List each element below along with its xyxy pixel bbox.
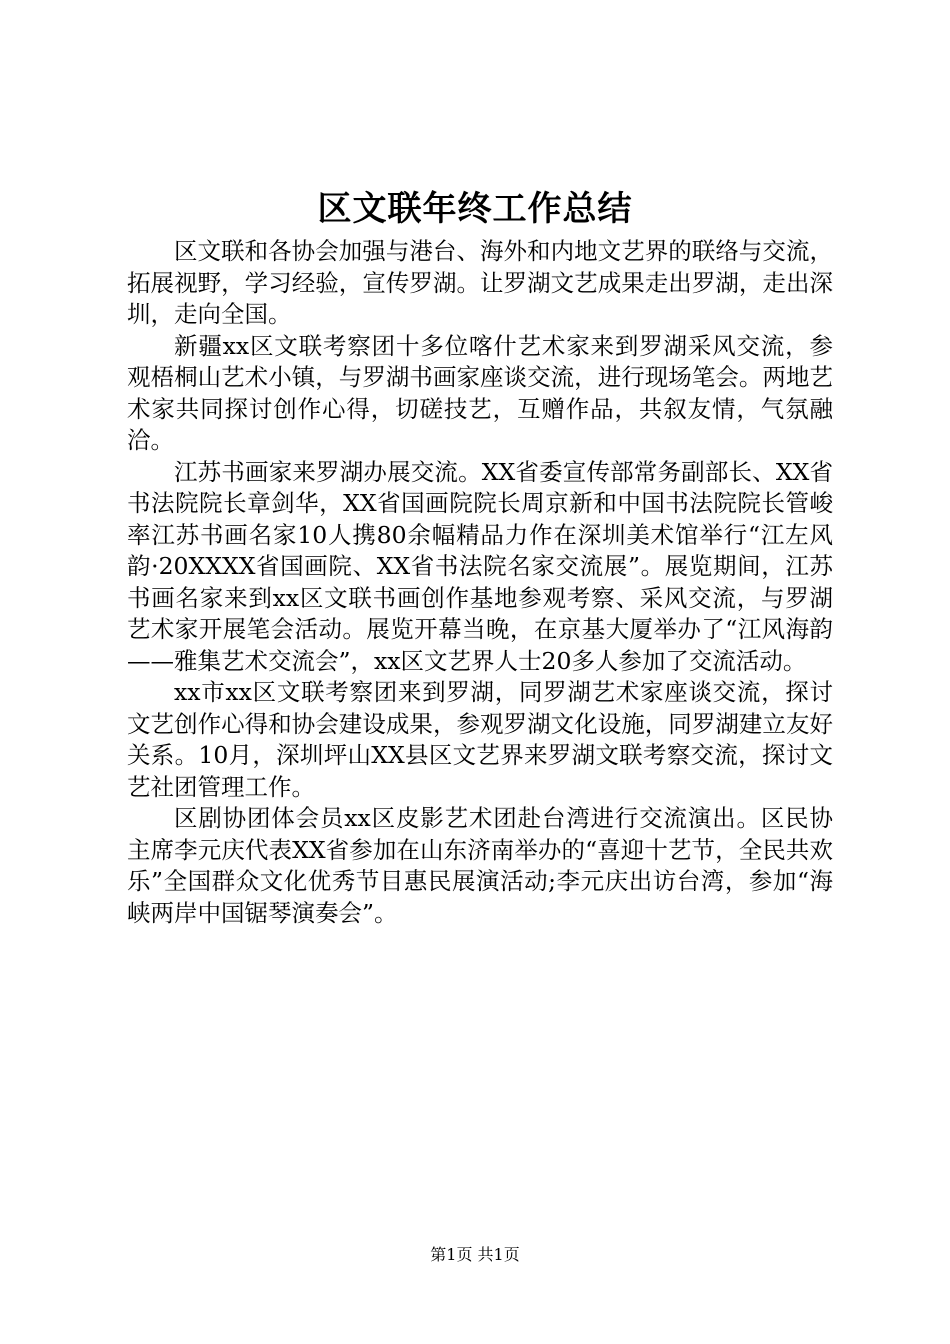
paragraph-4: xx市xx区文联考察团来到罗湖，同罗湖艺术家座谈交流，探讨文艺创作心得和协会建设成果，参观罗湖文化设施，同罗湖建立友好关系。10月，深圳坪山XX县区文艺界来罗湖文联考察交流，探讨文艺社团管理工作。 [127, 678, 833, 801]
document-title: 区文联年终工作总结 [317, 189, 633, 229]
paragraph-2: 新疆xx区文联考察团十多位喀什艺术家来到罗湖采风交流，参观梧桐山艺术小镇，与罗湖书画家座谈交流，进行现场笔会。两地艺术家共同探讨创作心得，切磋技艺，互赠作品，共叙友情，气氛融洽。 [127, 331, 833, 454]
paragraph-3: 江苏书画家来罗湖办展交流。XX省委宣传部常务副部长、XX省书法院院长章剑华，XX省国画院院长周京新和中国书法院院长管峻率江苏书画名家10人携80余幅精品力作在深圳美术馆举行“江左风韵·20XXXX省国画院、XX省书法院名家交流展”。展览期间，江苏书画名家来到xx区文联书画创作基地参观考察、采风交流，与罗湖艺术家开展笔会活动。展览开幕当晚，在京基大厦举办了“江风海韵——雅集艺术交流会”，xx区文艺界人士20多人参加了交流活动。 [127, 457, 833, 675]
document-body [127, 236, 833, 929]
paragraph-1: 区文联和各协会加强与港台、海外和内地文艺界的联络与交流，拓展视野，学习经验，宣传罗湖。让罗湖文艺成果走出罗湖，走出深圳，走向全国。 [127, 237, 833, 328]
paragraph-5: 区剧协团体会员xx区皮影艺术团赴台湾进行交流演出。区民协主席李元庆代表XX省参加在山东济南举办的“喜迎十艺节，全民共欢乐”全国群众文化优秀节目惠民展演活动;李元庆出访台湾，参加“海峡两岸中国锯琴演奏会”。 [127, 804, 833, 927]
page-footer: 第1页 共1页 [430, 1245, 520, 1264]
